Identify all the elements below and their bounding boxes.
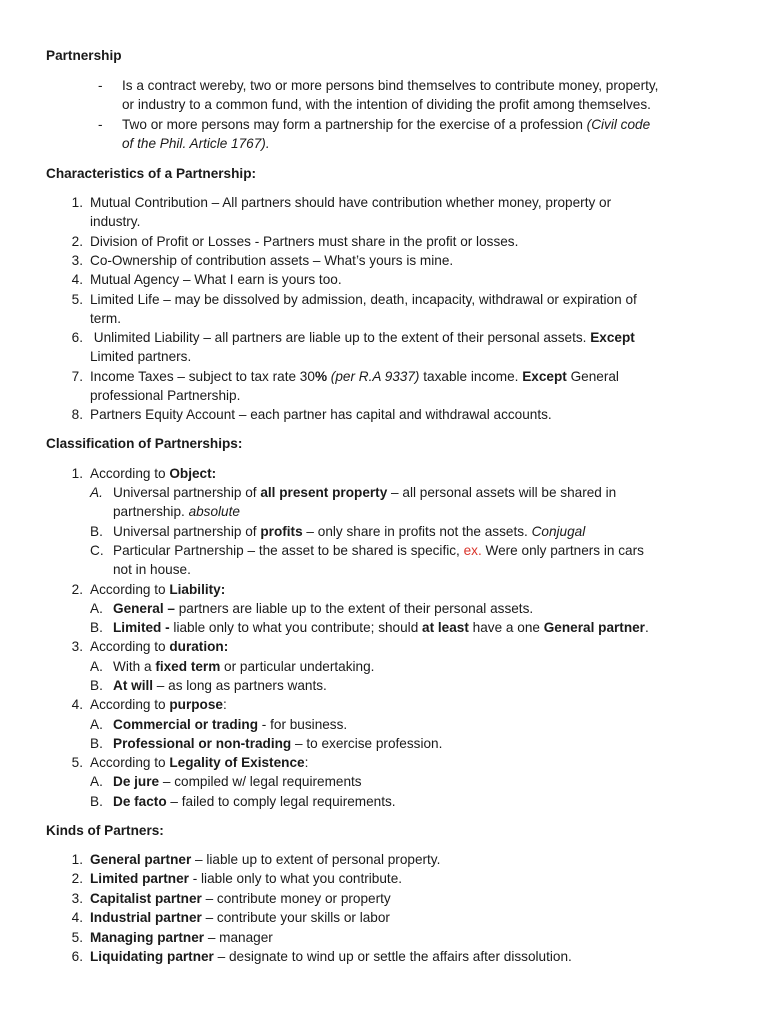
list-item: Limited Life – may be dissolved by admission, death, incapacity, withdrawal or expiration of	[90, 292, 637, 307]
list-item: According to Legality of Existence:	[90, 755, 309, 770]
list-item: Division of Profit or Losses - Partners must share in the profit or losses.	[90, 234, 519, 249]
sub-letter: A.	[90, 485, 103, 500]
sub-letter: A.	[90, 659, 103, 674]
list-item: According to Liability:	[90, 582, 226, 597]
bullet-text: Two or more persons may form a partnership for the exercise of a profession (Civil code	[122, 117, 651, 132]
sub-item: De jure – compiled w/ legal requirements	[113, 774, 362, 789]
list-item: Capitalist partner – contribute money or property	[90, 891, 391, 906]
section-heading: Kinds of Partners:	[46, 823, 164, 838]
list-number: 3.	[71, 639, 83, 654]
sub-letter: A.	[90, 601, 103, 616]
list-item: According to Object:	[90, 466, 217, 481]
list-number: 4.	[71, 272, 83, 287]
list-item: professional Partnership.	[90, 388, 241, 403]
bullet-marker: -	[98, 78, 103, 93]
sub-item: At will – as long as partners wants.	[113, 678, 327, 693]
sub-letter: A.	[90, 717, 103, 732]
list-item: Industrial partner – contribute your skills or labor	[90, 910, 390, 925]
bullet-text: Is a contract wereby, two or more persons bind themselves to contribute money, property,	[122, 78, 659, 93]
list-item: Unlimited Liability – all partners are liable up to the extent of their personal assets. Except	[90, 330, 635, 345]
list-number: 6.	[71, 949, 83, 964]
bullet-marker: -	[98, 117, 103, 132]
list-number: 7.	[71, 369, 83, 384]
list-number: 1.	[71, 466, 83, 481]
list-item: Income Taxes – subject to tax rate 30% (per R.A 9337) taxable income. Except General	[90, 369, 619, 384]
list-item: term.	[90, 311, 121, 326]
list-number: 5.	[71, 292, 83, 307]
list-item: According to duration:	[90, 639, 229, 654]
list-item: Mutual Contribution – All partners should have contribution whether money, property or	[90, 195, 612, 210]
sub-item: Particular Partnership – the asset to be shared is specific, ex. Were only partners in cars	[113, 543, 644, 558]
list-number: 5.	[71, 755, 83, 770]
list-number: 1.	[71, 852, 83, 867]
sub-item: Professional or non-trading – to exercise profession.	[113, 736, 443, 751]
list-number: 3.	[71, 253, 83, 268]
list-item: General partner – liable up to extent of personal property.	[90, 852, 441, 867]
sub-letter: B.	[90, 736, 103, 751]
sub-item: not in house.	[113, 562, 191, 577]
list-item: Partners Equity Account – each partner has capital and withdrawal accounts.	[90, 407, 552, 422]
list-number: 2.	[71, 234, 83, 249]
list-number: 8.	[71, 407, 83, 422]
list-item: Co-Ownership of contribution assets – What’s yours is mine.	[90, 253, 454, 268]
bullet-text: of the Phil. Article 1767).	[122, 136, 270, 151]
list-number: 2.	[71, 871, 83, 886]
page-title: Partnership	[46, 48, 122, 63]
sub-letter: C.	[90, 543, 104, 558]
sub-item: partnership. absolute	[113, 504, 240, 519]
list-number: 1.	[71, 195, 83, 210]
section-heading: Characteristics of a Partnership:	[46, 166, 257, 181]
list-number: 3.	[71, 891, 83, 906]
sub-item: De facto – failed to comply legal requirements.	[113, 794, 396, 809]
sub-letter: B.	[90, 524, 103, 539]
sub-item: Commercial or trading - for business.	[113, 717, 348, 732]
sub-letter: A.	[90, 774, 103, 789]
sub-item: Universal partnership of all present property – all personal assets will be shared in	[113, 485, 617, 500]
list-number: 6.	[71, 330, 83, 345]
list-number: 4.	[71, 910, 83, 925]
list-item: Mutual Agency – What I earn is yours too.	[90, 272, 342, 287]
list-item: According to purpose:	[90, 697, 227, 712]
sub-letter: B.	[90, 678, 103, 693]
sub-letter: B.	[90, 794, 103, 809]
sub-letter: B.	[90, 620, 103, 635]
list-number: 2.	[71, 582, 83, 597]
sub-item: Limited - liable only to what you contribute; should at least have a one General partner.	[113, 620, 649, 635]
bullet-text: or industry to a common fund, with the intention of dividing the profit among themselves.	[122, 97, 651, 112]
section-heading: Classification of Partnerships:	[46, 436, 243, 451]
sub-item: With a fixed term or particular undertaking.	[113, 659, 375, 674]
list-item: Limited partners.	[90, 349, 192, 364]
list-number: 5.	[71, 930, 83, 945]
sub-item: General – partners are liable up to the extent of their personal assets.	[113, 601, 534, 616]
list-item: industry.	[90, 214, 141, 229]
list-item: Managing partner – manager	[90, 930, 273, 945]
list-item: Limited partner - liable only to what you contribute.	[90, 871, 403, 886]
list-number: 4.	[71, 697, 83, 712]
sub-item: Universal partnership of profits – only share in profits not the assets. Conjugal	[113, 524, 586, 539]
list-item: Liquidating partner – designate to wind up or settle the affairs after dissolution.	[90, 949, 572, 964]
